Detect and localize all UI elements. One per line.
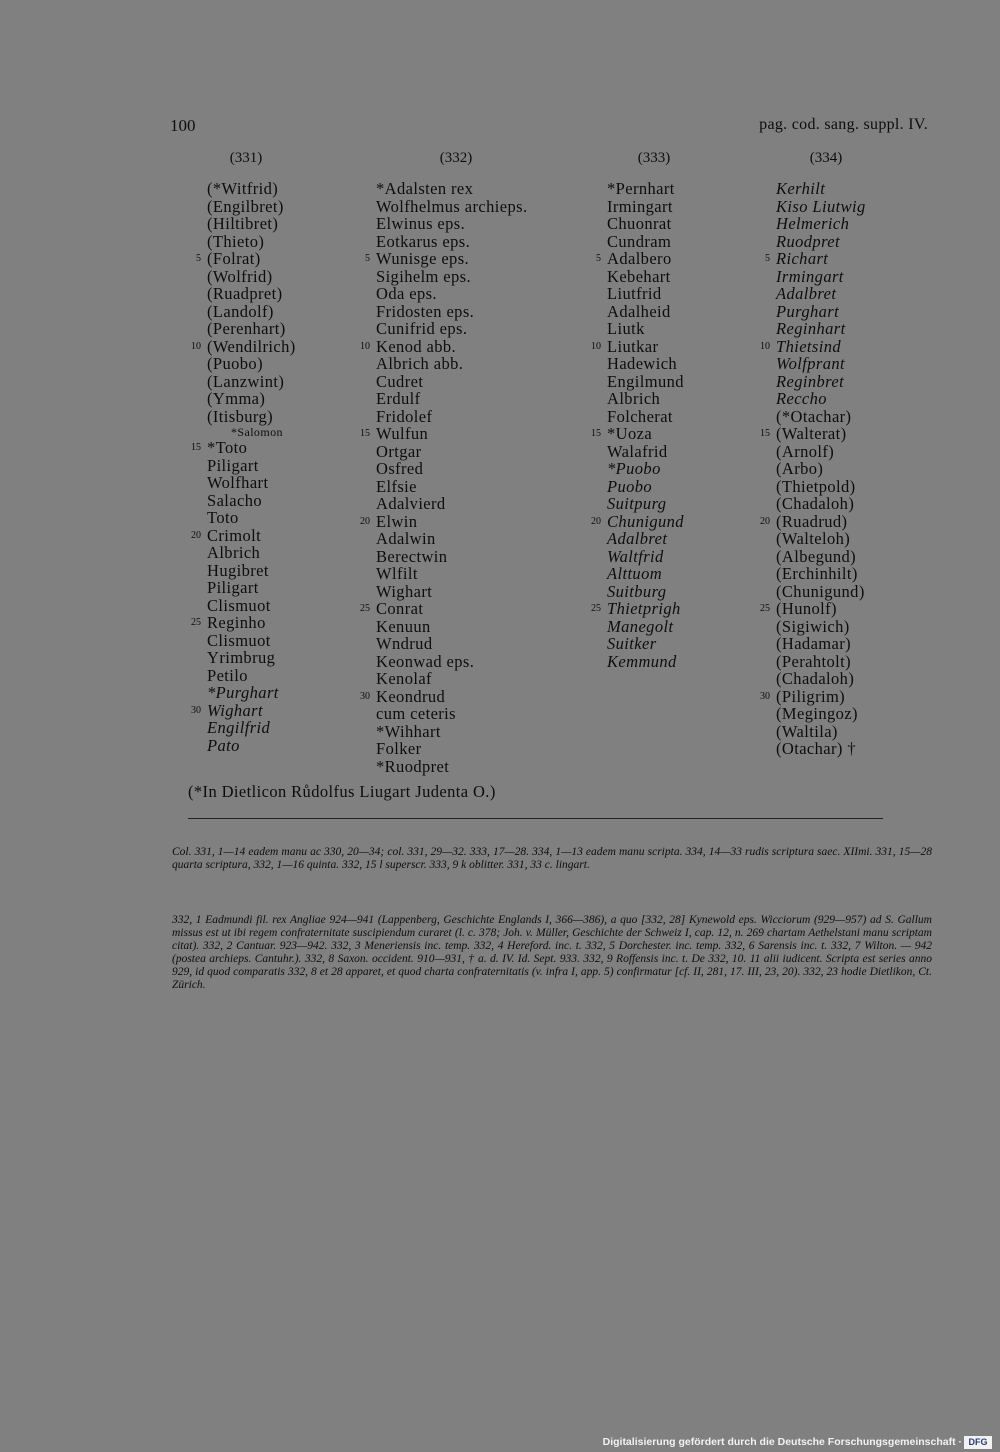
entry-name: Reginhart	[776, 319, 846, 338]
list-item	[376, 180, 527, 198]
entry-name: Sigihelm eps.	[376, 266, 472, 286]
entry-name: Folcherat	[607, 406, 673, 426]
list-item	[376, 268, 527, 286]
entry-name: Keonwad eps.	[376, 651, 475, 671]
line-number: 5	[196, 253, 201, 264]
entry-name: (*Witfrid)	[207, 179, 279, 198]
list-item	[776, 723, 866, 741]
list-item	[607, 443, 684, 461]
list-item	[376, 478, 527, 496]
entry-name: Chuonrat	[607, 214, 672, 233]
entry-name: Pato	[207, 735, 240, 755]
list-item	[360, 511, 527, 531]
line-number: 5	[596, 253, 601, 264]
entry-name: Cudret	[376, 371, 424, 391]
list-item	[191, 700, 296, 720]
name-list	[760, 179, 866, 758]
entry-name: Clismuot	[207, 595, 271, 615]
line-number: 25	[360, 603, 370, 614]
list-item	[607, 215, 684, 233]
line-number: 20	[191, 529, 201, 541]
line-number: 20	[360, 515, 370, 527]
line-number: 20	[760, 515, 770, 527]
entry-name: Hadewich	[607, 354, 678, 373]
entry-name: *Uoza	[607, 424, 653, 443]
list-item	[776, 180, 866, 198]
entry-name: Wndrud	[376, 634, 433, 653]
list-item	[376, 320, 527, 338]
list-item	[776, 705, 866, 723]
list-item	[376, 635, 527, 653]
entry-name: *Purghart	[207, 683, 279, 702]
column-heading-334: (334)	[809, 150, 843, 166]
entry-name: Irmingart	[776, 266, 844, 286]
entry-name: Fridolef	[376, 406, 433, 426]
column-heading-333: (333)	[637, 150, 671, 166]
entry-name: Ruodpret	[776, 231, 840, 251]
list-item	[376, 390, 527, 408]
list-item	[207, 457, 296, 475]
dfg-logo: DFG	[964, 1436, 992, 1449]
list-item	[760, 599, 866, 618]
list-item	[376, 530, 527, 548]
list-item	[607, 408, 684, 426]
list-item	[776, 460, 866, 478]
entry-name: Toto	[207, 508, 239, 527]
entry-name: (Landolf)	[207, 301, 274, 321]
entry-name: (Walteloh)	[776, 529, 851, 548]
name-list	[591, 179, 684, 671]
list-item	[776, 618, 866, 636]
entry-name: Clismuot	[207, 630, 271, 650]
list-item	[196, 249, 296, 268]
list-item	[191, 336, 296, 356]
list-item	[776, 268, 866, 286]
list-item	[191, 525, 296, 545]
list-item	[776, 320, 866, 338]
entry-name: (Thieto)	[207, 231, 265, 251]
entry-name: (Engilbret)	[207, 196, 284, 216]
entry-name: (Walterat)	[776, 424, 847, 443]
footnote-palaeographic: Col. 331, 1—14 eadem manu ac 330, 20—34; col. 331, 29—32. 333, 17—28. 334, 1—13 eadem manu scripta. 334, 14—33 rudis scriptura saec. XIImi. 331, 15—28 quarta scriptura, 332, 1—16 quinta. 332, 15 l superscr. 333, 9 k oblitter. 331, 33 c. lingart.	[172, 846, 932, 871]
entry-name: Cundram	[607, 231, 672, 251]
list-item	[607, 268, 684, 286]
entry-name: *Salomon	[231, 425, 283, 439]
entry-name: Wulfun	[376, 424, 429, 443]
entry-name: Kiso Liutwig	[776, 196, 866, 216]
list-item	[207, 474, 296, 492]
list-item	[776, 408, 866, 426]
horizontal-rule	[188, 818, 883, 819]
list-item	[607, 233, 684, 251]
list-item	[760, 336, 866, 356]
list-item	[376, 618, 527, 636]
entry-name: Suitburg	[607, 581, 667, 601]
entry-name: Suitpurg	[607, 494, 667, 513]
entry-name: Thietprigh	[607, 599, 681, 618]
entry-name: Albrich abb.	[376, 354, 464, 373]
column-heading-331: (331)	[229, 150, 263, 166]
list-item	[207, 355, 296, 373]
entry-name: Reginho	[207, 613, 266, 632]
list-item	[607, 180, 684, 198]
column-334	[760, 179, 866, 758]
running-head: pag. cod. sang. suppl. IV.	[759, 116, 928, 133]
entry-name: Piligart	[207, 455, 259, 475]
list-item	[376, 670, 527, 688]
entry-name: Keondrud	[376, 686, 446, 706]
column-331	[191, 179, 296, 755]
entry-name: Kenuun	[376, 616, 431, 636]
entry-name: (Thietpold)	[776, 476, 856, 496]
footnote-historical: 332, 1 Eadmundi fil. rex Angliae 924—941 (Lappenberg, Geschichte Englands I, 366—386), a quo [332, 28] Kynewold eps. Wicciorum (929—957) ad S. Gallum missus est ut ibi regem confraternitate suscipiendum curaret (l. c. 378; Joh. v. Müller, Geschichte der Schweiz I, cap. 12, n. 269 chartam Aethelstani manu scriptam citat). 332, 2 Cantuar. 923—942. 332, 3 Meneriensis inc. temp. 332, 4 Hereford. inc. t. 332, 5 Dorchester. inc. temp. 332, 6 Sarensis inc. t. 332, 7 Wilton. — 942 (postea archieps. Cantuhr.). 332, 8 Saxon. occident. 910—931, † a. d. IV. Id. Sept. 933. 332, 9 Roffensis inc. t. De 332, 10. 11 alii iudicent. Scripta est series anno 929, id quod comparatis 332, 8 et 28 apparet, et quod charta confraternitatis (v. infra I, app. 5) confirmatur [cf. II, 281, 17. III, 23, 20). 332, 23 hodie Dietlikon, Ct. Zürich.	[172, 914, 932, 991]
list-item	[776, 355, 866, 373]
entry-name: Cunifrid eps.	[376, 319, 468, 338]
entry-name: cum ceteris	[376, 704, 456, 723]
list-item	[591, 511, 684, 531]
entry-name: Folker	[376, 739, 422, 758]
list-item	[207, 303, 296, 321]
entry-name: Thietsind	[776, 336, 842, 356]
entry-name: Adalheid	[607, 301, 671, 321]
list-item	[360, 336, 527, 356]
list-item	[376, 705, 527, 723]
entry-name: Elwinus eps.	[376, 214, 466, 233]
list-item	[765, 249, 866, 268]
entry-name: Wlfilt	[376, 564, 418, 583]
entry-name: Fridosten eps.	[376, 301, 475, 321]
list-item	[591, 599, 684, 618]
list-item	[776, 653, 866, 671]
list-item	[776, 373, 866, 391]
entry-name: Albrich	[207, 543, 261, 562]
list-item	[607, 548, 684, 566]
list-item	[607, 653, 684, 671]
entry-name: Kemmund	[607, 651, 677, 671]
list-item	[776, 548, 866, 566]
entry-name: Chunigund	[607, 511, 684, 531]
list-item	[207, 737, 296, 755]
entry-name: (Albegund)	[776, 546, 857, 566]
entry-name: (Erchinhilt)	[776, 564, 858, 583]
line-number: 10	[760, 340, 770, 352]
entry-name: Kebehart	[607, 266, 671, 286]
list-item	[360, 424, 527, 443]
entry-name: (Wendilrich)	[207, 336, 296, 356]
list-item	[376, 215, 527, 233]
list-item	[207, 268, 296, 286]
entry-name: Waltfrid	[607, 546, 664, 566]
entry-name: Reginbret	[776, 371, 845, 391]
list-item	[607, 635, 684, 653]
list-item	[607, 303, 684, 321]
entry-name: Adalbret	[607, 529, 668, 548]
entry-name: (Itisburg)	[207, 406, 274, 426]
entry-name: Irmingart	[607, 196, 673, 216]
list-item	[207, 198, 296, 216]
list-item	[207, 285, 296, 303]
list-item	[376, 443, 527, 461]
entry-name: (Hiltibret)	[207, 214, 279, 233]
list-item	[376, 460, 527, 478]
list-item	[776, 198, 866, 216]
entry-name: (Ymma)	[207, 389, 266, 408]
line-number: 15	[360, 428, 370, 439]
list-item	[607, 618, 684, 636]
entry-name: *Toto	[207, 438, 248, 457]
entry-name: (Arbo)	[776, 459, 824, 478]
entry-name: (Otachar) †	[776, 739, 856, 758]
entry-name: Piligart	[207, 578, 259, 597]
list-item	[607, 565, 684, 583]
entry-name: (Ruadrud)	[776, 511, 848, 531]
entry-name: *Pernhart	[607, 179, 675, 198]
list-item	[607, 198, 684, 216]
entry-name: Alttuom	[607, 564, 663, 583]
entry-name: (Perahtolt)	[776, 651, 851, 671]
list-item	[607, 320, 684, 338]
entry-name: Oda eps.	[376, 284, 437, 303]
entry-name: Wunisge eps.	[376, 249, 470, 268]
entry-name: Elwin	[376, 511, 418, 531]
list-item	[760, 686, 866, 706]
list-item	[591, 336, 684, 356]
list-item	[207, 719, 296, 737]
list-item	[776, 740, 866, 758]
list-item	[207, 544, 296, 562]
list-item	[207, 649, 296, 667]
entry-name: Wolfprant	[776, 354, 846, 373]
name-list	[360, 179, 528, 776]
entry-name: (Chadaloh)	[776, 669, 855, 688]
entry-name: Reccho	[776, 389, 827, 408]
list-item	[776, 478, 866, 496]
entry-name: (Folrat)	[207, 249, 261, 268]
list-item	[376, 285, 527, 303]
column-333	[591, 179, 684, 671]
line-number: 10	[191, 340, 201, 352]
entry-name: Engilmund	[607, 371, 684, 391]
entry-name: *Puobo	[607, 459, 661, 478]
list-item	[376, 233, 527, 251]
entry-name: Kenod abb.	[376, 336, 457, 356]
list-item	[376, 408, 527, 426]
list-item	[207, 492, 296, 510]
list-item	[207, 373, 296, 391]
list-item	[776, 495, 866, 513]
list-item	[607, 530, 684, 548]
entry-name: Helmerich	[776, 214, 850, 233]
entry-name: Berectwin	[376, 546, 448, 566]
funding-footer: Digitalisierung gefördert durch die Deutsche Forschungsgemeinschaft ·	[602, 1436, 962, 1448]
entry-name: Elfsie	[376, 476, 417, 496]
list-item	[776, 390, 866, 408]
line-number: 30	[360, 690, 370, 702]
list-item	[776, 303, 866, 321]
entry-name: Crimolt	[207, 525, 262, 545]
list-item	[207, 597, 296, 615]
entry-name: (Waltila)	[776, 721, 838, 741]
entry-name: Eotkarus eps.	[376, 231, 471, 251]
line-number: 15	[591, 428, 601, 439]
list-item	[207, 562, 296, 580]
line-number: 25	[760, 603, 770, 614]
entry-name: (Perenhart)	[207, 319, 286, 338]
list-item	[376, 495, 527, 513]
entry-name: Salacho	[207, 490, 263, 510]
list-item	[376, 565, 527, 583]
entry-name: (*Otachar)	[776, 406, 852, 426]
entry-name: (Ruadpret)	[207, 284, 283, 303]
entry-name: (Puobo)	[207, 354, 263, 373]
entry-name: Erdulf	[376, 389, 421, 408]
list-item	[776, 530, 866, 548]
entry-name: Osfred	[376, 459, 424, 478]
list-item	[776, 233, 866, 251]
list-item	[776, 565, 866, 583]
entry-name: Richart	[776, 249, 829, 268]
line-number: 15	[760, 428, 770, 439]
entry-name: *Wihhart	[376, 721, 441, 741]
list-item	[207, 684, 296, 702]
entry-name: Liutk	[607, 319, 645, 338]
entry-name: (Chadaloh)	[776, 494, 855, 513]
entry-name: (Lanzwint)	[207, 371, 285, 391]
line-number: 5	[765, 253, 770, 264]
entry-name: Adalbero	[607, 249, 672, 268]
entry-name: (Sigiwich)	[776, 616, 850, 636]
list-item	[607, 355, 684, 373]
entry-name: Kenolaf	[376, 669, 432, 688]
list-item	[776, 635, 866, 653]
list-item	[776, 285, 866, 303]
entry-name: Puobo	[607, 476, 653, 496]
column-heading-332: (332)	[439, 150, 473, 166]
entry-name: (Hunolf)	[776, 599, 837, 618]
list-item	[207, 320, 296, 338]
entry-name: Suitker	[607, 634, 657, 653]
list-item	[376, 373, 527, 391]
list-item	[207, 233, 296, 251]
entry-name: Hugibret	[207, 560, 269, 580]
entry-name: Wolfhelmus archieps.	[376, 196, 528, 216]
closing-line: (*In Dietlicon Růdolfus Liugart Judenta O.)	[188, 782, 496, 801]
list-item	[207, 667, 296, 685]
entry-name: Wighart	[207, 700, 263, 720]
entry-name: *Ruodpret	[376, 756, 450, 776]
list-item	[207, 408, 296, 426]
entry-name: Walafrid	[607, 441, 668, 461]
list-item	[376, 583, 527, 601]
list-item	[376, 303, 527, 321]
list-item	[191, 613, 296, 632]
entry-name: (Hadamar)	[776, 634, 852, 653]
list-item	[607, 478, 684, 496]
line-number: 5	[365, 253, 370, 264]
entry-name: Manegolt	[607, 616, 674, 636]
entry-name: Kerhilt	[776, 179, 826, 198]
entry-name: Wolfhart	[207, 473, 269, 492]
list-item	[607, 583, 684, 601]
list-item	[376, 653, 527, 671]
line-number: 30	[191, 704, 201, 716]
list-item	[365, 249, 527, 268]
list-item	[607, 460, 684, 478]
list-item	[376, 758, 527, 776]
list-item	[776, 215, 866, 233]
entry-name: Purghart	[776, 301, 840, 321]
list-item	[207, 632, 296, 650]
list-item	[607, 390, 684, 408]
entry-name: Liutfrid	[607, 284, 662, 303]
page-number: 100	[170, 116, 196, 135]
line-number: 10	[360, 340, 370, 352]
line-number: 20	[591, 515, 601, 527]
entry-name: Engilfrid	[207, 718, 271, 737]
entry-name: Liutkar	[607, 336, 659, 356]
list-item	[360, 686, 527, 706]
list-item	[207, 425, 296, 439]
list-item	[191, 438, 296, 457]
list-item	[776, 670, 866, 688]
list-item	[376, 548, 527, 566]
entry-name: Yrimbrug	[207, 648, 276, 667]
list-item	[760, 511, 866, 531]
line-number: 15	[191, 442, 201, 453]
entry-name: (Piligrim)	[776, 686, 846, 706]
list-item	[376, 740, 527, 758]
entry-name: *Adalsten rex	[376, 179, 474, 198]
list-item	[607, 495, 684, 513]
list-item	[207, 390, 296, 408]
entry-name: (Chunigund)	[776, 581, 865, 601]
entry-name: Conrat	[376, 599, 424, 618]
list-item	[207, 180, 296, 198]
list-item	[376, 355, 527, 373]
entry-name: Albrich	[607, 389, 661, 408]
list-item	[360, 599, 527, 618]
list-item	[776, 583, 866, 601]
list-item	[207, 215, 296, 233]
entry-name: (Wolfrid)	[207, 266, 273, 286]
list-item	[607, 285, 684, 303]
entry-name: Ortgar	[376, 441, 422, 461]
line-number: 30	[760, 690, 770, 702]
list-item	[760, 424, 866, 443]
entry-name: (Arnolf)	[776, 441, 835, 461]
column-332	[360, 179, 528, 776]
list-item	[591, 424, 684, 443]
entry-name: (Megingoz)	[776, 704, 858, 723]
entry-name: Wighart	[376, 581, 433, 601]
list-item	[596, 249, 684, 268]
line-number: 25	[591, 603, 601, 614]
list-item	[207, 509, 296, 527]
list-item	[607, 373, 684, 391]
line-number: 10	[591, 340, 601, 352]
list-item	[776, 443, 866, 461]
list-item	[376, 723, 527, 741]
entry-name: Petilo	[207, 665, 248, 685]
list-item	[376, 198, 527, 216]
list-item	[207, 579, 296, 597]
line-number: 25	[191, 617, 201, 628]
entry-name: Adalvierd	[376, 494, 446, 513]
entry-name: Adalbret	[776, 284, 837, 303]
entry-name: Adalwin	[376, 529, 436, 548]
name-list	[191, 179, 296, 755]
